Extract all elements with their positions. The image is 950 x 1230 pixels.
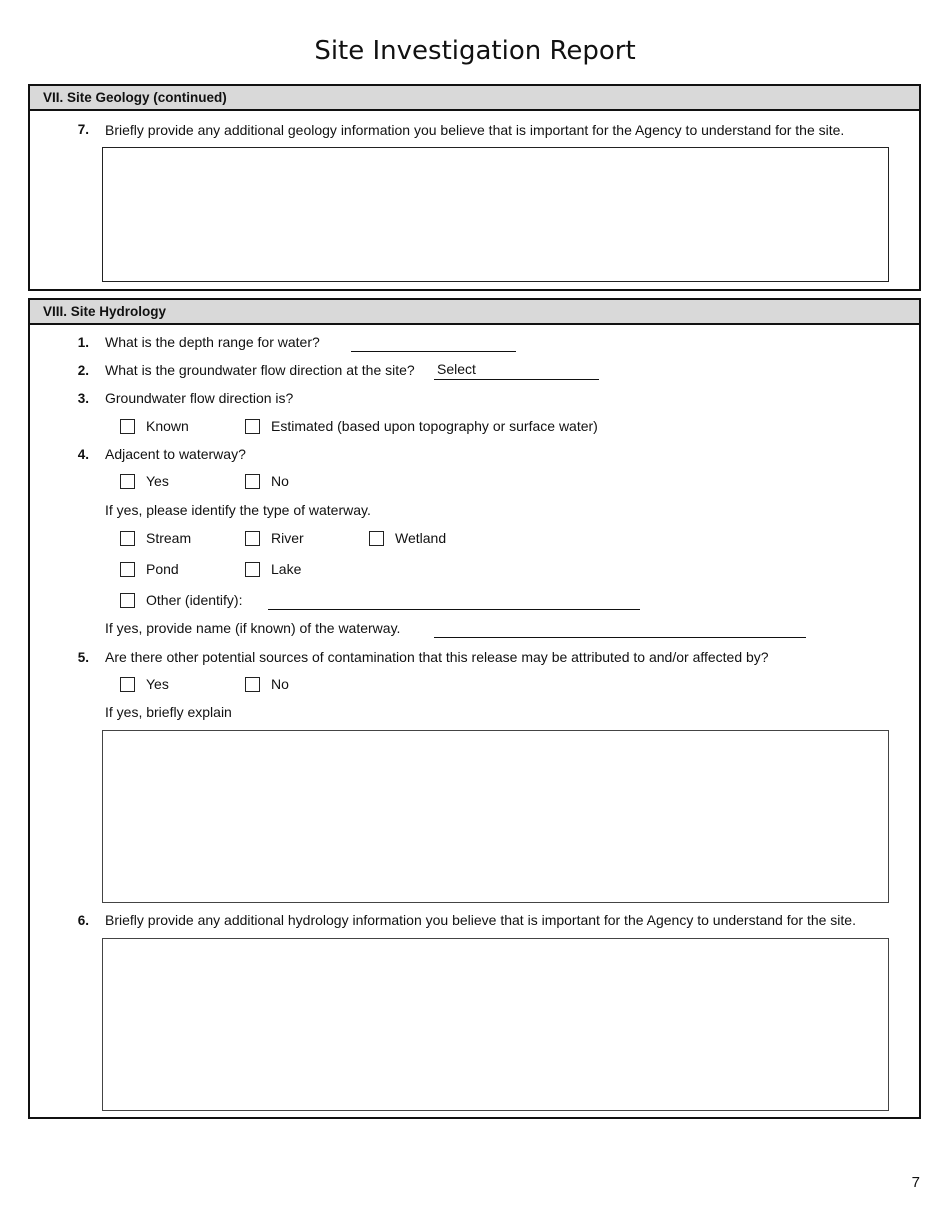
waterway-name-input[interactable] xyxy=(434,637,806,638)
lake-checkbox[interactable] xyxy=(245,562,260,577)
contamination-explain-textarea[interactable] xyxy=(102,730,889,903)
depth-range-question: What is the depth range for water? xyxy=(105,334,320,350)
waterway-no-checkbox[interactable] xyxy=(245,474,260,489)
flow-direction-select[interactable]: Select xyxy=(437,361,476,377)
other-waterway-input[interactable] xyxy=(268,609,640,610)
wetland-label: Wetland xyxy=(395,530,447,546)
page-title: Site Investigation Report xyxy=(314,36,636,66)
pond-checkbox[interactable] xyxy=(120,562,135,577)
question-number: 5. xyxy=(77,650,89,665)
question-number: 6. xyxy=(77,913,89,928)
estimated-label: Estimated (based upon topography or surface water) xyxy=(271,418,598,434)
waterway-no-label: No xyxy=(271,473,289,489)
contamination-no-label: No xyxy=(271,676,289,692)
flow-direction-type-question: Groundwater flow direction is? xyxy=(105,390,294,406)
contamination-sources-question: Are there other potential sources of contamination that this release may be attributed to and/or affected by? xyxy=(105,649,769,665)
pond-label: Pond xyxy=(146,561,179,577)
hydrology-info-textarea[interactable] xyxy=(102,938,889,1111)
waterway-type-prompt: If yes, please identify the type of waterway. xyxy=(105,502,371,518)
question-number: 7. xyxy=(77,122,89,137)
estimated-checkbox[interactable] xyxy=(245,419,260,434)
contamination-explain-prompt: If yes, briefly explain xyxy=(105,704,232,720)
adjacent-waterway-question: Adjacent to waterway? xyxy=(105,446,246,462)
flow-direction-question: What is the groundwater flow direction at the site? xyxy=(105,362,415,378)
question-number: 4. xyxy=(77,447,89,462)
river-checkbox[interactable] xyxy=(245,531,260,546)
geology-question-text: Briefly provide any additional geology information you believe that is important for the Agency to understand for the site. xyxy=(105,122,845,138)
wetland-checkbox[interactable] xyxy=(369,531,384,546)
section-header-geology: VII. Site Geology (continued) xyxy=(30,86,919,111)
hydrology-question-text: Briefly provide any additional hydrology information you believe that is important for the Agency to understand for the site. xyxy=(105,912,856,928)
section-header-hydrology: VIII. Site Hydrology xyxy=(30,300,919,325)
contamination-yes-label: Yes xyxy=(146,676,169,692)
geology-info-textarea[interactable] xyxy=(102,147,889,282)
stream-label: Stream xyxy=(146,530,192,546)
known-checkbox[interactable] xyxy=(120,419,135,434)
contamination-yes-checkbox[interactable] xyxy=(120,677,135,692)
river-label: River xyxy=(271,530,304,546)
stream-checkbox[interactable] xyxy=(120,531,135,546)
depth-range-input[interactable] xyxy=(351,351,516,352)
other-waterway-checkbox[interactable] xyxy=(120,593,135,608)
lake-label: Lake xyxy=(271,561,302,577)
known-label: Known xyxy=(146,418,189,434)
flow-direction-select-underline xyxy=(434,379,599,380)
waterway-yes-checkbox[interactable] xyxy=(120,474,135,489)
page-number: 7 xyxy=(911,1174,920,1191)
question-number: 2. xyxy=(77,363,89,378)
contamination-no-checkbox[interactable] xyxy=(245,677,260,692)
other-waterway-label: Other (identify): xyxy=(146,592,243,608)
waterway-yes-label: Yes xyxy=(146,473,169,489)
question-number: 3. xyxy=(77,391,89,406)
waterway-name-prompt: If yes, provide name (if known) of the waterway. xyxy=(105,620,401,636)
question-number: 1. xyxy=(77,335,89,350)
